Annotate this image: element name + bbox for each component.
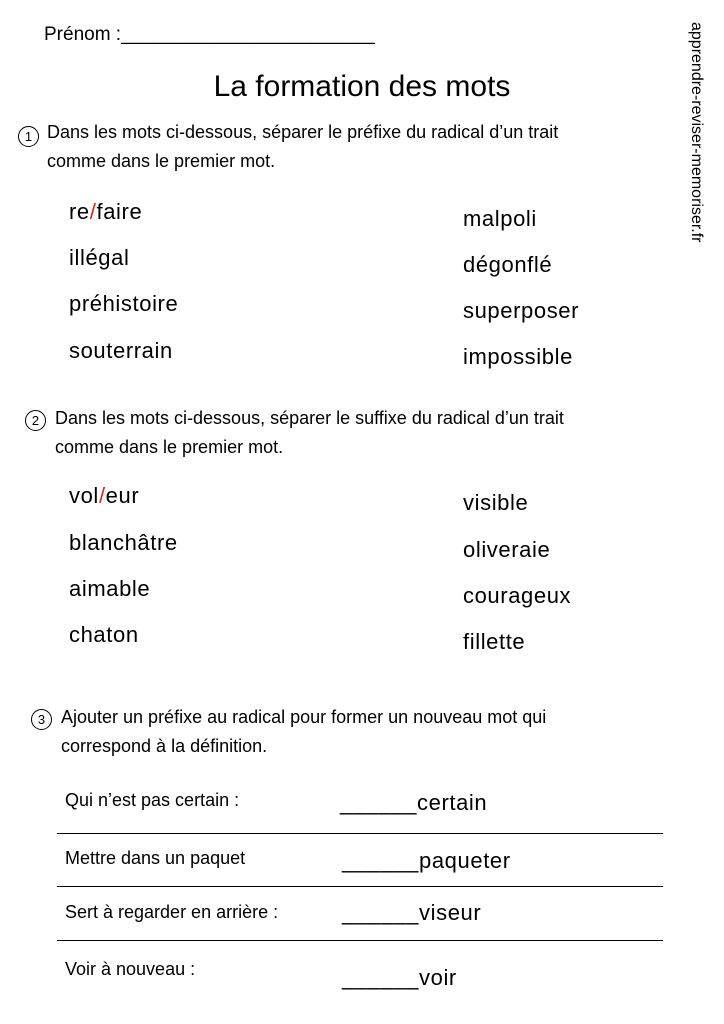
definition-text: Qui n’est pas certain :: [65, 790, 240, 810]
exercise-3-number: 3: [31, 709, 52, 730]
exercise-2-instruction-line2: comme dans le premier mot.: [55, 437, 284, 457]
row-divider: [57, 940, 663, 941]
exercise-2-word: chaton: [69, 622, 139, 647]
example-suffix: eur: [105, 483, 140, 508]
exercise-1-word: illégal: [69, 245, 130, 270]
exercise-1-word: préhistoire: [69, 291, 179, 316]
exercise-2-word: blanchâtre: [69, 530, 178, 555]
website-watermark: [687, 22, 711, 282]
definition-text: Voir à nouveau :: [65, 959, 196, 979]
exercise-1-word: dégonflé: [463, 252, 553, 277]
website-text: apprendre-reviser-memoriser.fr: [688, 22, 705, 243]
exercise-1-word: souterrain: [69, 338, 173, 363]
exercise-2-word: fillette: [463, 629, 526, 654]
exercise-2-number: 2: [25, 410, 46, 431]
exercise-2-word: courageux: [463, 583, 572, 608]
example-radical: vol: [69, 483, 99, 508]
row-divider: [57, 886, 663, 887]
exercise-1-instruction-line1: Dans les mots ci-dessous, séparer le préfixe du radical d’un trait: [47, 122, 559, 142]
prenom-field: Prénom :________________________: [44, 24, 375, 45]
exercise-1-instruction-line2: comme dans le premier mot.: [47, 151, 276, 171]
exercise-1-number: 1: [18, 126, 39, 147]
separator-mark: /: [98, 483, 106, 508]
answer-blank[interactable]: ______viseur: [342, 900, 482, 925]
exercise-3-instruction-line1: Ajouter un préfixe au radical pour former un nouveau mot qui: [61, 707, 547, 727]
page-title: La formation des mots: [213, 70, 511, 103]
exercise-2-word: oliveraie: [463, 537, 551, 562]
definition-text: Sert à regarder en arrière :: [65, 902, 279, 922]
exercise-1-word: malpoli: [463, 206, 537, 231]
separator-mark: /: [89, 199, 97, 224]
example-prefix: re: [69, 199, 90, 224]
exercise-2-instruction-line1: Dans les mots ci-dessous, séparer le suffixe du radical d’un trait: [55, 408, 564, 428]
answer-blank[interactable]: ______paqueter: [342, 848, 511, 873]
exercise-1-word: superposer: [463, 298, 580, 323]
exercise-1-word: impossible: [463, 344, 573, 369]
exercise-2-example-word: [69, 483, 139, 509]
exercise-3-instruction-line2: correspond à la définition.: [61, 736, 268, 756]
exercise-1-example-word: [69, 199, 142, 225]
exercise-2-word: aimable: [69, 576, 151, 601]
row-divider: [57, 833, 663, 834]
answer-blank[interactable]: ______certain: [340, 790, 488, 815]
exercise-2-word: visible: [463, 490, 529, 515]
answer-blank[interactable]: ______voir: [342, 965, 457, 990]
definition-text: Mettre dans un paquet: [65, 848, 246, 868]
example-radical: faire: [96, 199, 143, 224]
